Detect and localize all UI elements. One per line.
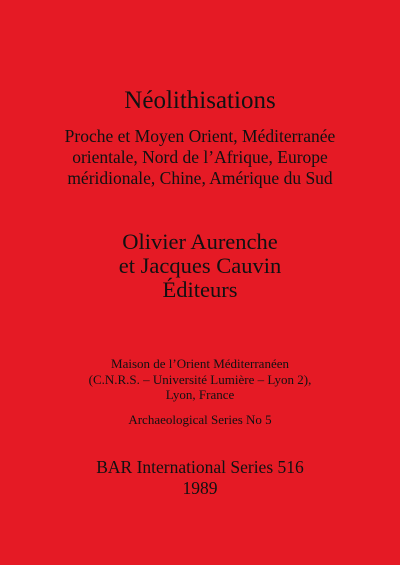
editor-name: Olivier Aurenche bbox=[122, 229, 278, 254]
editors-label: Éditeurs bbox=[162, 277, 238, 302]
editors-block bbox=[0, 230, 400, 302]
subtitle-line: orientale, Nord de l’Afrique, Europe bbox=[72, 147, 328, 167]
editor-name: et Jacques Cauvin bbox=[118, 253, 282, 278]
institution-line: Maison de l’Orient Méditerranéen bbox=[111, 356, 289, 371]
book-subtitle bbox=[30, 126, 370, 189]
institution-line: Lyon, France bbox=[165, 387, 235, 402]
institution-block bbox=[0, 356, 400, 403]
bar-series-number: BAR International Series 516 bbox=[96, 457, 304, 477]
publication-year: 1989 bbox=[182, 478, 218, 498]
institution-line: (C.N.R.S. – Université Lumière – Lyon 2), bbox=[88, 371, 312, 387]
subtitle-line: méridionale, Chine, Amérique du Sud bbox=[67, 168, 333, 188]
archaeological-series: Archaeological Series No 5 bbox=[128, 412, 272, 427]
publication-block bbox=[0, 457, 400, 499]
subtitle-line: Proche et Moyen Orient, Méditerranée bbox=[64, 126, 336, 146]
book-title: Néolithisations bbox=[124, 87, 276, 114]
